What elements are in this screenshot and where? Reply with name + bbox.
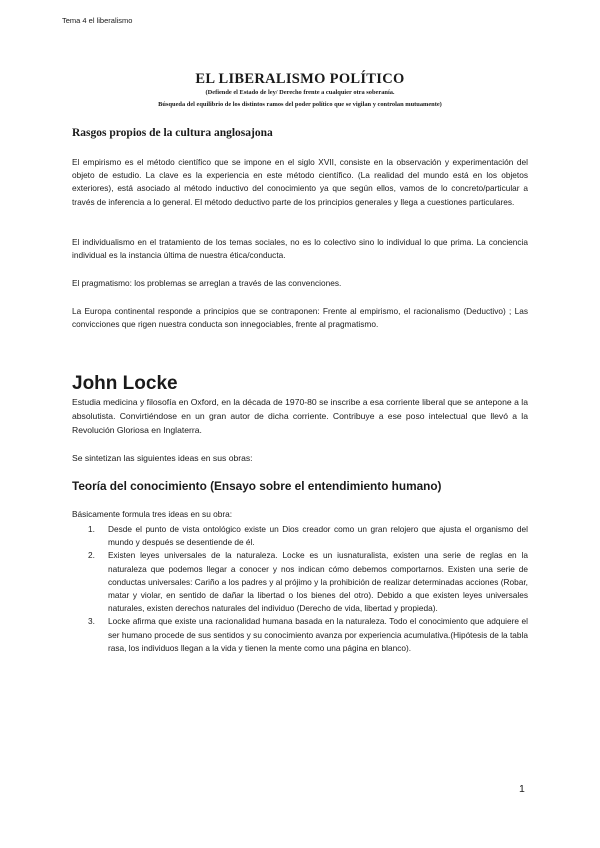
document-subtitle: (Defiende el Estado de ley/ Derecho frente a cualquier otra soberanía.	[205, 89, 395, 96]
list-item	[72, 615, 528, 655]
list-item	[72, 549, 528, 615]
list-item	[72, 523, 528, 549]
numbered-list	[72, 523, 528, 655]
paragraph: Se sintetizan las siguientes ideas en sus obras:	[72, 453, 253, 463]
paragraph: Básicamente formula tres ideas en su obra:	[72, 509, 233, 519]
list-item-text: Locke afirma que existe una racionalidad humana basada en la naturaleza. Todo el conocimiento que adquiere el ser humano procede de sus sentidos y su conocimiento avanza por experiencia acumulativa.(Hipótesis de la tabla rasa, los individuos llegan a la vida y tienen la mente como una página en blanco).	[108, 616, 528, 653]
paragraph: La Europa continental responde a principios que se contraponen: Frente al empirismo, el racionalismo (Deductivo) ; Las convicciones que rigen nuestra conducta son innegociables, frente al pragmatismo.	[72, 306, 528, 330]
paragraph: El individualismo en el tratamiento de los temas sociales, no es lo colectivo sino lo individual lo que prima. La conciencia individual es la instancia última de nuestra ética/conducta.	[72, 237, 528, 261]
list-item-number: 1.	[88, 524, 95, 534]
section-heading: Rasgos propios de la cultura anglosajona	[72, 127, 273, 139]
list-item-number: 3.	[88, 616, 95, 627]
document-subtitle: Búsqueda del equilibrio de los distintos ramos del poder político que se vigilan y controlan mutuamente)	[158, 101, 442, 108]
document-title: EL LIBERALISMO POLÍTICO	[195, 71, 405, 87]
list-item-text: Desde el punto de vista ontológico existe un Dios creador como un gran relojero que ajusta el organismo del mundo y después se desentiende de él.	[108, 524, 528, 548]
section-heading: Teoría del conocimiento (Ensayo sobre el entendimiento humano)	[72, 479, 442, 493]
paragraph: El empirismo es el método científico que se impone en el siglo XVII, consiste en la observación y experimentación del objeto de estudio. La clave es la experiencia en este método científico. (La realidad del mundo está en los objetos exteriores), está asociado al método inductivo del conocimiento ya que según ellos, vamos de lo concreto/particular a través de inferencia a lo general. El método deductivo parte de los principios generales y llega a cuestiones particulares.	[72, 157, 528, 207]
paragraph: El pragmatismo: los problemas se arreglan a través de las convenciones.	[72, 278, 342, 288]
list-item-number: 2.	[88, 550, 95, 561]
running-header: Tema 4 el liberalismo	[62, 16, 133, 25]
section-heading: John Locke	[72, 373, 178, 394]
paragraph: Estudia medicina y filosofía en Oxford, en la década de 1970-80 se inscribe a esa corriente liberal que se antepone a la absolutista. Convirtiéndose en un gran autor de dicha corriente. Contribuye a ese poso intelectual que llevó a la Revolución Gloriosa en Inglaterra.	[72, 397, 528, 435]
list-item-text: Existen leyes universales de la naturaleza. Locke es un iusnaturalista, existen una serie de reglas en la naturaleza que podemos llegar a conocer y nos indican cómo debemos comportarnos. Existen una serie de conductas universales: Cariño a los padres y al prójimo y la prohibición de realizar determinadas acciones (Robar, matar y violar, en sentido de dañar la libertad o los bienes del otro). Debido a que existen leyes universales naturales, existen derechos naturales del individuo (Derecho de vida, libertad y propieda).	[108, 550, 528, 614]
page-number: 1	[519, 783, 525, 795]
